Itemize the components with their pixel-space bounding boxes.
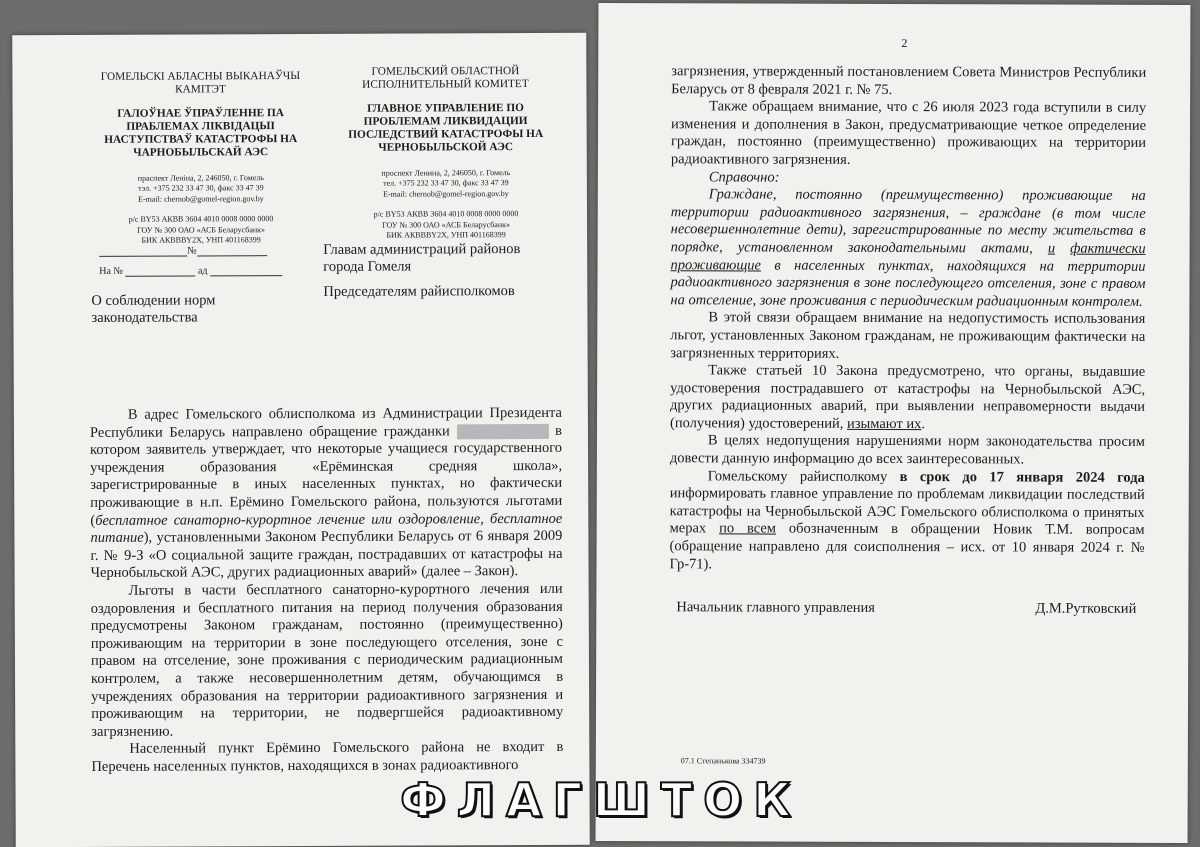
bank-bik-by: БИК АКВВВY2Х, УНП 401168399 <box>141 235 261 245</box>
org-name-by: ГОМЕЛЬСКІ АБЛАСНЫ ВЫКАНАЎЧЫ КАМІТЭТ <box>100 70 301 96</box>
address-ru: проспект Ленина, 2, 246050, г. Гомель <box>381 168 511 178</box>
incoming-ref-line <box>99 264 282 277</box>
paragraph-law-changes: Также обращаем внимание, что с 26 июля 2023 года вступили в силу изменения и дополнения в Закон, предусматривающие четкое определение граждан, постоянно (преимущественно) проживающих на территории радиоактивного загрязнения. <box>670 98 1147 168</box>
redacted-name <box>456 424 548 439</box>
bank-name-ru: ГОУ № 300 ОАО «АСБ Беларусбанк» <box>382 219 511 230</box>
signature-name: Д.М.Рутковский <box>1035 600 1137 617</box>
address-by: праспект Леніна, 2, 246050, г. Гомель <box>137 173 264 183</box>
signature-block <box>676 599 1137 617</box>
dept-name-ru: ГЛАВНОЕ УПРАВЛЕНИЕ ПО ПРОБЛЕМАМ ЛИКВИДАЦИИ ПОСЛЕДСТВИЙ КАТАСТРОФЫ НА ЧЕРНОБЫЛЬСКОЙ АЭС <box>348 102 544 154</box>
watermark-logo: ФЛАГШТОК <box>400 773 802 827</box>
bank-bik-ru: БИК АКВВВY2Х, УНП 401168399 <box>386 230 506 240</box>
ref-from-label: ад <box>197 265 208 277</box>
addressee-district-heads: Главам администраций районов города Гомеля <box>323 241 521 275</box>
paragraph-inadmissibility: В этой связи обращаем внимание на недопустимость использования льгот, установленных Законом гражданам, не проживающим фактически на загрязненных территориях. <box>670 309 1146 362</box>
org-name-ru: ГОМЕЛЬСКИЙ ОБЛАСТНОЙ ИСПОЛНИТЕЛЬНЫЙ КОМИТЕТ <box>362 65 529 91</box>
reference-label: Справочно: <box>708 168 780 186</box>
letterhead-belarusian <box>100 70 301 246</box>
executor-note: 07.1 Степанькова 334739 <box>680 756 766 766</box>
letter-body-page-2 <box>669 63 1146 575</box>
subject-line: О соблюдении норм законодательства <box>91 292 216 326</box>
bank-account-ru: р/с BY53 АКВВ 3604 4010 0008 0000 0000 <box>373 209 519 219</box>
paragraph-2: Льготы в части бесплатного санаторно-курортного лечения или оздоровления и бесплатного питания на период получения образования предусмотрены Законом гражданам, постоянно (преимущественно) проживающим на территории в зоне последующего отселения, зоне с правом на отселение, зоне проживания с периодическим радиационным контролем, а также несовершеннолетним детям, обучающимся в учреждениях образования на территории радиоактивного загрязнения и проживающим на территории, не подвергшейся радиоактивному загрязнению. <box>90 580 564 740</box>
paragraph-3: Населенный пункт Ерёмино Гомельского района не входит в Перечень населенных пунктов, находящихся в зонах радиоактивного <box>91 739 564 775</box>
addressee-chairmen: Председателям райисполкомов <box>323 283 515 300</box>
email-ru: E-mail: chernob@gomel-region.gov.by <box>383 188 509 199</box>
paragraph-request: В целях недопущения нарушениями норм законодательства просим довести данную информацию до всех заинтересованных. <box>669 432 1145 468</box>
outgoing-number-line: № <box>99 244 267 257</box>
letter-page-2 <box>596 3 1191 843</box>
paragraph-deadline: Гомельскому райисполкому в срок до 17 января 2024 года информировать главное управление по проблемам ликвидации последствий катастрофы на Чернобыльской АЭС Гомельского облисполкома о принятых мерах по всем обозначенным в обращении Новик Т.М. вопросам (обращение направлено для соисполнения – исх. от 10 января 2024 г. № Гр-71). <box>669 468 1145 572</box>
bank-name-by: ГОУ № 300 ОАО «АСБ Беларусбанк» <box>137 224 266 235</box>
letter-page-1 <box>12 33 590 847</box>
ref-to-label: На № <box>99 265 123 277</box>
phone-by: тэл. +375 232 33 47 30, факс 33 47 39 <box>138 183 264 194</box>
bank-account-by: р/с BY53 АКВВ 3604 4010 0008 0000 0000 <box>128 214 274 224</box>
page-number: 2 <box>901 36 908 51</box>
paragraph-1: В адрес Гомельского облисполкома из Администрации Президента Республики Беларусь направлено обращение гражданки в котором заявитель утверждает, что некоторые учащиеся государственного учреждения образования «Ерёминская средняя школа», зарегистрированные в иных населенных пунктах, но фактически проживающие в н.п. Ерёмино Гомельского района, пользуются льготами (бесплатное санаторно-курортное лечение или оздоровление, бесплатное питание), установленными Законом Республики Беларусь от 6 января 2009 г. № 9-З «О социальной защите граждан, пострадавших от катастрофы на Чернобыльской АЭС, других радиационных аварий» (далее – Закон). <box>89 404 563 582</box>
signature-title: Начальник главного управления <box>676 599 876 616</box>
letterhead-russian <box>345 65 546 241</box>
paragraph-article-10: Также статьей 10 Закона предусмотрено, что органы, выдавшие удостоверения пострадавшего от катастрофы на Чернобыльской АЭС, других радиационных аварий, при выявлении неправомерности выдачи (получения) удостоверений, изымают их. <box>669 362 1146 432</box>
letter-body-page-1 <box>90 405 564 777</box>
dept-name-by: ГАЛОЎНАЕ ЎПРАЎЛЕННЕ ПА ПРАБЛЕМАХ ЛІКВІДАЦЫІ НАСТУПСТВАЎ КАТАСТРОФЫ НА ЧАРНОБЫЛЬСКАЙ АЭС <box>104 107 298 159</box>
email-by: E-mail: chernob@gomel-region.gov.by <box>138 193 264 204</box>
reference-definition: Граждане, постоянно (преимущественно) проживающие на территории радиоактивного загрязнения, – граждане (в том числе несовершеннолетние дети), зарегистрированные по месту жительства в порядке, установленном законодательными актами, и фактически проживающие в населенных пунктах, находящихся на территории радиоактивного загрязнения в зоне последующего отселения, зоне с правом на отселение, зоне проживания с периодическим радиационным контролем. <box>670 186 1146 310</box>
phone-ru: тел. +375 232 33 47 30, факс 33 47 39 <box>383 178 509 189</box>
paragraph-continuation: загрязнения, утвержденный постановлением Совета Министров Республики Беларусь от 8 февраля 2021 г. № 75. <box>671 63 1147 98</box>
